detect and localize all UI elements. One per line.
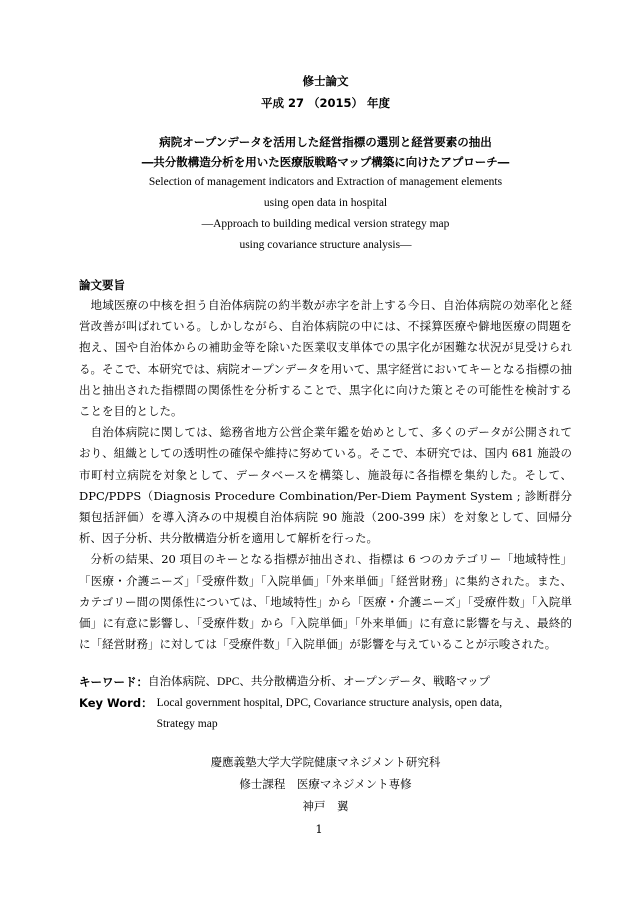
keywords-text-en-line-2: Strategy map (156, 718, 218, 731)
keywords-block (79, 672, 572, 735)
keywords-japanese (79, 672, 572, 693)
academic-year: 平成 27 （2015） 年度 (260, 96, 391, 110)
keywords-text-en-line-1: Local government hospital, DPC, Covariance structure analysis, open data, (156, 697, 503, 710)
author-name: 神戸 翼 (302, 799, 349, 814)
keywords-label-jp: キーワード： (79, 675, 148, 690)
affiliation-school: 慶應義塾大学大学院健康マネジメント研究科 (210, 755, 441, 770)
affiliation-block (79, 751, 572, 817)
abstract-paragraph-2: 自治体病院に関しては、総務省地方公営企業年鑑を始めとして、多くのデータが公開されており、組織としての透明性の確保や維持に努めている。そこで、本研究では、国内 681 施設の市町村立病院を対象として、データベースを構築し、施設毎に各指標を集約した。そして、DPC/PDPS（Diagnosis Procedure Combination/Per-Diem Payment System ; 診断群分類包括評価）を導入済みの中規模自治体病院 90 施設（200-399 床）を対象として、回帰分析、因子分析、共分散構造分析を適用して解析を行った。 (79, 425, 572, 546)
abstract-paragraph-1: 地域医療の中核を担う自治体病院の約半数が赤字を計上する今日、自治体病院の効率化と経営改善が叫ばれている。しかしながら、自治体病院の中には、不採算医療や僻地医療の問題を抱え、国や自治体からの補助金等を除いた医業収支単体での黒字化が困難な状況が見受けられる。そこで、本研究では、病院オープンデータを用いて、黒字経営においてキーとなる指標の抽出と抽出された指標間の関係性を分析することで、黒字化に向けた策とその可能性を検討することを目的とした。 (79, 298, 572, 419)
english-subtitle-line-2: using covariance structure analysis― (239, 239, 412, 251)
english-title-line-1: Selection of management indicators and Extraction of management elements (148, 176, 503, 188)
english-title-line-2: using open data in hospital (263, 197, 388, 209)
keywords-label-en: Key Word： (79, 696, 153, 711)
affiliation-course: 修士課程 医療マネジメント専修 (239, 777, 412, 792)
keywords-text-en-wrap (153, 693, 503, 735)
abstract-heading: 論文要旨 (79, 278, 125, 292)
japanese-subtitle: ―共分散構造分析を用いた医療版戦略マップ構築に向けたアプローチ― (141, 155, 510, 169)
page-number: 1 (315, 822, 323, 836)
thesis-type: 修士論文 (302, 74, 349, 88)
english-subtitle-line-1: ―Approach to building medical version strategy map (201, 218, 450, 230)
keywords-english (79, 693, 572, 735)
abstract-paragraph-3: 分析の結果、20 項目のキーとなる指標が抽出され、指標は 6 つのカテゴリー「地域特性」「医療・介護ニーズ」「受療件数」「入院単価」「外来単価」「経営財務」に集約された。また、カテゴリー間の関係性については、「地域特性」から「医療・介護ニーズ」「受療件数」「入院単価」に有意に影響し、「受療件数」から「入院単価」「外来単価」に有意に影響を与え、最終的に「経営財務」に対しては「受療件数」「入院単価」が影響を与えていることが示唆された。 (79, 552, 572, 652)
keywords-text-jp: 自治体病院、DPC、共分散構造分析、オープンデータ、戦略マップ (148, 676, 491, 689)
japanese-title: 病院オープンデータを活用した経営指標の選別と経営要素の抽出 (159, 135, 492, 149)
